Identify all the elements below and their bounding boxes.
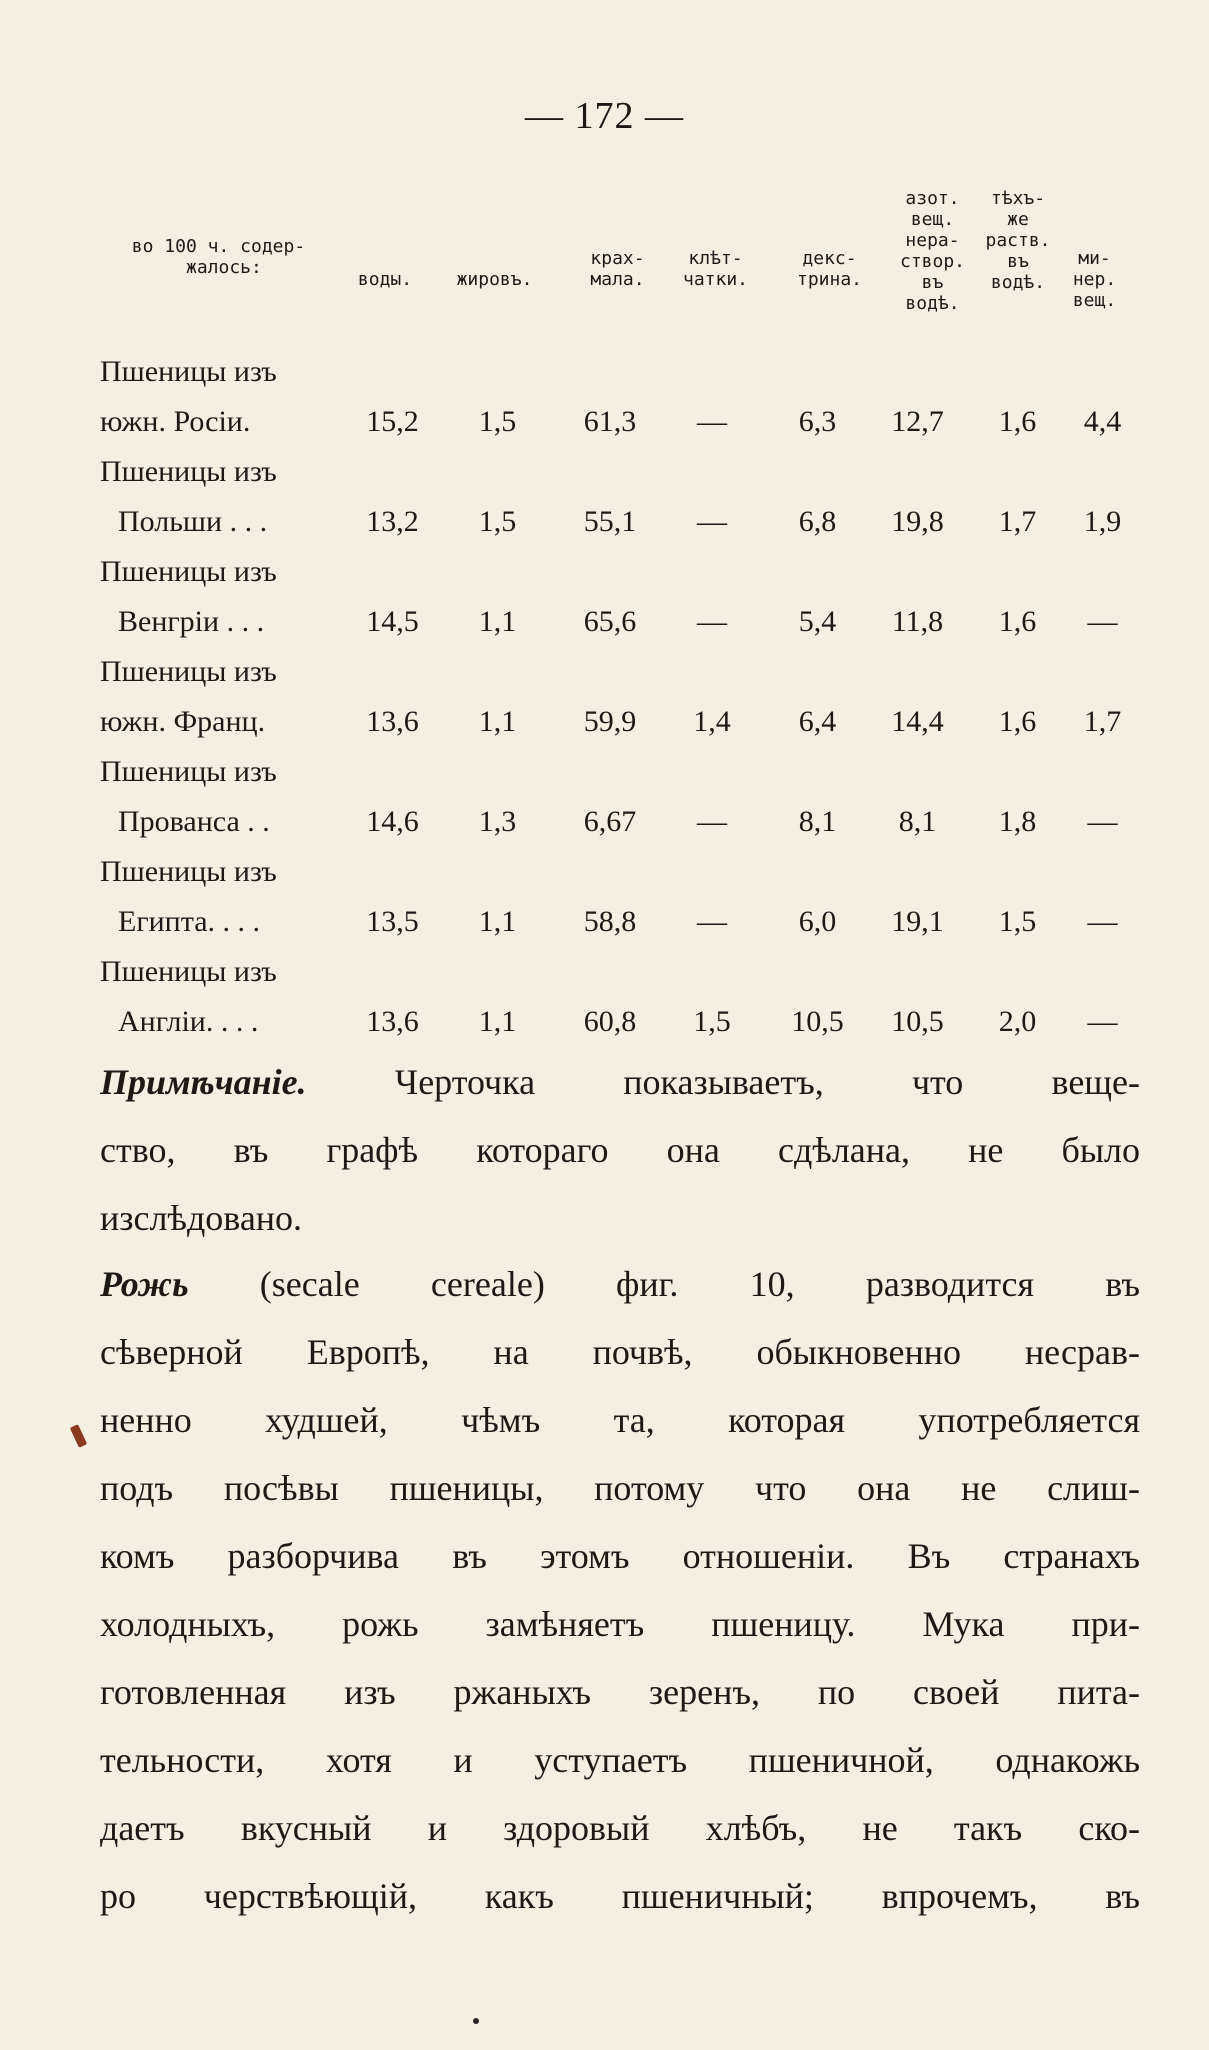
table-cell: 1,7 (1083, 705, 1122, 738)
row-label-bottom: южн. Франц. (100, 705, 266, 738)
table-cell: 58,8 (583, 905, 637, 938)
table-cell: 1,1 (478, 705, 517, 738)
table-cell: 1,3 (478, 805, 517, 838)
rye-text-line: ро черствѣющій, какъ пшеничный; впрочемъ, въ (100, 1876, 1140, 1916)
ink-dot (473, 2018, 479, 2024)
row-label-bottom: Польши . . . (118, 505, 268, 538)
table-cell: 1,6 (998, 705, 1037, 738)
table-cell: — (1087, 605, 1118, 638)
rye-text-line: готовленная изъ ржаныхъ зеренъ, по своей пита- (100, 1672, 1140, 1712)
row-label-top: Пшеницы изъ (100, 855, 277, 888)
note-text-line: Черточка показываетъ, что веще- (306, 1062, 1140, 1102)
table-cell: 1,1 (478, 605, 517, 638)
table-cell: 60,8 (583, 1005, 637, 1038)
table-cell: — (1087, 905, 1118, 938)
table-cell: 61,3 (583, 405, 637, 438)
page-number: — 172 — (525, 95, 684, 137)
table-cell: 14,5 (366, 605, 419, 638)
table-cell: 13,6 (366, 1005, 419, 1038)
note-text-line: изслѣдовано. (100, 1198, 303, 1238)
note-paragraph (100, 1048, 1140, 1252)
row-label-top: Пшеницы изъ (100, 755, 277, 788)
rye-text-line: комъ разборчива въ этомъ отношеніи. Въ странахъ (100, 1536, 1140, 1576)
row-label-bottom: Прованса . . (118, 805, 270, 838)
table-cell: 6,4 (798, 705, 837, 738)
table-cell: 6,67 (583, 805, 637, 838)
table-cell: — (697, 805, 727, 838)
table-cell: 6,0 (798, 905, 837, 938)
table-cell: 1,7 (998, 505, 1037, 538)
table-cell: 19,1 (891, 905, 944, 938)
table-cell: 1,1 (478, 905, 517, 938)
table-header-dextrin: декс- трина. (796, 248, 863, 290)
table-cell: 4,4 (1083, 405, 1122, 438)
row-label-bottom: южн. Росіи. (100, 405, 251, 438)
table-cell: — (697, 405, 727, 438)
rye-text-line: даетъ вкусный и здоровый хлѣбъ, не такъ ско- (100, 1808, 1140, 1848)
table-cell: 1,5 (693, 1005, 731, 1038)
table-cell: 5,4 (798, 605, 837, 638)
rye-text-line: ненно худшей, чѣмъ та, которая употребляется (100, 1400, 1140, 1440)
table-cell: 13,6 (366, 705, 419, 738)
table-cell: 8,1 (798, 805, 837, 838)
table-cell: 1,6 (998, 405, 1037, 438)
table-cell: 55,1 (583, 505, 637, 538)
ink-mark (70, 1424, 87, 1448)
table-header-starch: крах- мала. (590, 248, 645, 290)
row-label-top: Пшеницы изъ (100, 955, 277, 988)
row-label-top: Пшеницы изъ (100, 455, 277, 488)
table-cell: 1,5 (478, 405, 517, 438)
table-header-content: во 100 ч. содер- жалось: (131, 236, 306, 278)
row-label-top: Пшеницы изъ (100, 355, 277, 388)
rye-heading: Рожь (100, 1264, 189, 1304)
table-cell: 12,7 (891, 405, 944, 438)
rye-paragraph (100, 1250, 1140, 1930)
row-label-bottom: Венгріи . . . (118, 605, 265, 638)
table-header-cellulose: клѣт- чатки. (682, 248, 749, 290)
table-cell: 8,1 (898, 805, 937, 838)
table-cell: 13,2 (366, 505, 419, 538)
table-header-water: воды. (357, 269, 413, 290)
table-cell: 10,5 (891, 1005, 944, 1038)
table-cell: — (697, 605, 727, 638)
rye-text-line: холодныхъ, рожь замѣняетъ пшеницу. Мука при- (100, 1604, 1140, 1644)
table-header-mineral: ми- нер. вещ. (1072, 248, 1117, 311)
table-cell: 15,2 (366, 405, 419, 438)
table-cell: 1,5 (998, 905, 1037, 938)
table-cell: 11,8 (891, 605, 944, 638)
table-cell: 1,1 (478, 1005, 517, 1038)
table-cell: 1,6 (998, 605, 1037, 638)
table-cell: 1,9 (1083, 505, 1122, 538)
rye-text-line: сѣверной Европѣ, на почвѣ, обыкновенно несрав- (100, 1332, 1140, 1372)
row-label-top: Пшеницы изъ (100, 655, 277, 688)
table-cell: — (697, 905, 727, 938)
table-cell: 1,8 (998, 805, 1037, 838)
rye-text-line: подъ посѣвы пшеницы, потому что она не слиш- (100, 1468, 1140, 1508)
table-header-nitrogen-soluble: тѣхъ- же раств. въ водѣ. (985, 188, 1051, 293)
rye-text-line: тельности, хотя и уступаетъ пшеничной, однакожь (100, 1740, 1140, 1780)
note-text-line: ство, въ графѣ котораго она сдѣлана, не было (100, 1130, 1140, 1170)
table-cell: 65,6 (583, 605, 637, 638)
table-cell: 6,3 (798, 405, 837, 438)
table-cell: 1,5 (478, 505, 517, 538)
table-header-fat: жировъ. (456, 269, 533, 290)
table-cell: — (1087, 805, 1118, 838)
table-cell: 6,8 (798, 505, 837, 538)
table-cell: — (1087, 1005, 1118, 1038)
row-label-bottom: Англіи. . . . (118, 1005, 259, 1038)
note-heading: Примѣчаніе. (100, 1062, 307, 1102)
table-cell: 19,8 (891, 505, 944, 538)
table-cell: 1,4 (693, 705, 731, 738)
table-cell: 10,5 (791, 1005, 844, 1038)
table-cell: 14,4 (891, 705, 944, 738)
table-cell: 2,0 (998, 1005, 1037, 1038)
row-label-top: Пшеницы изъ (100, 555, 277, 588)
table-cell: 59,9 (583, 705, 637, 738)
table-cell: 14,6 (366, 805, 419, 838)
rye-text-line: (secale cereale) фиг. 10, разводится въ (188, 1264, 1140, 1304)
table-cell: 13,5 (366, 905, 419, 938)
table-header-nitrogen-insoluble: азот. вещ. нера- створ. въ водѣ. (899, 188, 966, 314)
table-cell: — (697, 505, 727, 538)
row-label-bottom: Египта. . . . (118, 905, 261, 938)
